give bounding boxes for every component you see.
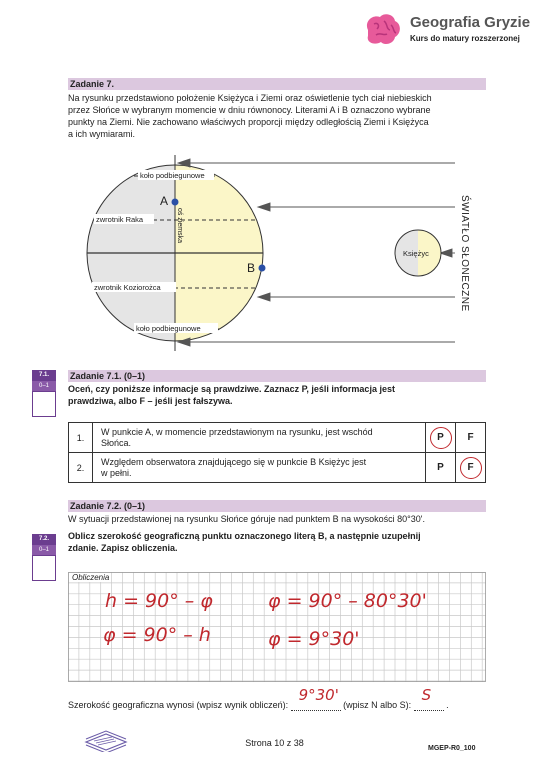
label-point-b: B	[247, 261, 256, 275]
answer-end: .	[443, 700, 449, 710]
point-a-marker	[172, 199, 179, 206]
earth	[87, 155, 275, 351]
task7-1-header: Zadanie 7.1. (0–1)	[68, 370, 486, 382]
answer-circle	[430, 427, 452, 449]
task-points: 0–1	[32, 545, 56, 555]
label-polar-top: koło podbiegunowe	[140, 171, 205, 180]
label-tropic-capricorn: zwrotnik Koziorożca	[94, 283, 161, 292]
score-field	[32, 555, 56, 581]
earth-moon-figure	[0, 0, 549, 360]
intro-line: a ich wymiarami.	[68, 129, 136, 139]
task7-1-scorebox	[32, 370, 56, 417]
intro-line: przez Słońce w wybranym momencie w dniu równonocy. Literami A i B oznaczono wybrane	[68, 105, 431, 115]
handwriting-line2-left: φ = 90° – h	[103, 624, 211, 646]
option-f[interactable]	[456, 423, 486, 453]
task7-header: Zadanie 7.	[68, 78, 486, 90]
task-code: 7.1.	[32, 370, 56, 381]
label-point-a: A	[160, 194, 169, 208]
option-label: F	[467, 462, 474, 473]
option-label: P	[437, 462, 444, 473]
option-p[interactable]	[426, 453, 456, 483]
option-label: P	[437, 432, 444, 443]
row-number: 2.	[69, 453, 93, 483]
instruction-line: prawdziwa, albo F – jeśli jest fałszywa.	[68, 396, 233, 406]
statement-line: w pełni.	[101, 467, 132, 478]
task7-2-header: Zadanie 7.2. (0–1)	[68, 500, 486, 512]
calculation-label: Obliczenia	[72, 573, 110, 582]
answer-hemisphere-field[interactable]	[414, 686, 444, 711]
answer-prefix: Szerokość geograficzna wynosi (wpisz wynik obliczeń):	[68, 700, 291, 710]
answer-latitude-value: 9°30'	[298, 686, 339, 704]
handwriting-line2-right: φ = 9°30'	[268, 628, 360, 650]
instruction-line: Oceń, czy poniższe informacje są prawdziwe. Zaznacz P, jeśli informacja jest	[68, 384, 395, 394]
instruction-line: Oblicz szerokość geograficzną punktu oznaczonego literą B, a następnie uzupełnij	[68, 531, 421, 541]
option-label: F	[467, 432, 474, 443]
brand-tagline: Kurs do matury rozszerzonej	[410, 34, 520, 43]
statement	[93, 453, 426, 483]
statement	[93, 423, 426, 453]
label-sunlight: ŚWIATŁO SŁONECZNE	[459, 195, 470, 312]
statement-line: W punkcie A, w momencie przedstawionym na rysunku, jest wschód	[101, 426, 373, 437]
option-p[interactable]	[426, 423, 456, 453]
instruction-line: zdanie. Zapisz obliczenia.	[68, 543, 178, 553]
answer-middle: (wpisz N albo S):	[340, 700, 414, 710]
answer-circle	[460, 457, 482, 479]
label-polar-bottom: koło podbiegunowe	[136, 324, 201, 333]
handwriting-line1-right: φ = 90° – 80°30'	[268, 590, 427, 612]
page-number: Strona 10 z 38	[245, 738, 304, 748]
answer-sentence	[68, 686, 498, 711]
option-f[interactable]	[456, 453, 486, 483]
true-false-table	[68, 422, 486, 483]
task7-2-instruction	[68, 530, 486, 554]
row-number: 1.	[69, 423, 93, 453]
statement-line: Względem obserwatora znajdującego się w punkcie B Księżyc jest	[101, 456, 367, 467]
intro-line: punkty na Ziemi. Nie zachowano właściwych proporcji między odległością Ziemi i Księżyca	[68, 117, 429, 127]
table-row	[69, 423, 486, 453]
score-field	[32, 391, 56, 417]
statement-line: Słońca.	[101, 437, 132, 448]
task7-1-instruction	[68, 383, 486, 407]
task-code: 7.2.	[32, 534, 56, 545]
brand-name: Geografia Gryzie	[410, 14, 531, 31]
task7-2-situation: W sytuacji przedstawionej na rysunku Słońce góruje nad punktem B na wysokości 80°30'.	[68, 514, 426, 524]
table-row	[69, 453, 486, 483]
answer-hemisphere-value: S	[421, 686, 432, 704]
label-moon: Księżyc	[403, 249, 429, 258]
answer-latitude-field[interactable]	[291, 686, 341, 711]
exam-code: MGEP-R0_100	[428, 745, 476, 752]
intro-line: Na rysunku przedstawiono położenie Księżyca i Ziemi oraz oświetlenie tych ciał niebieskich	[68, 93, 432, 103]
handwriting-line1-left: h = 90° – φ	[105, 590, 213, 612]
point-b-marker	[259, 265, 266, 272]
task-points: 0–1	[32, 381, 56, 391]
task7-2-scorebox	[32, 534, 56, 581]
label-earth-axis: oś ziemska	[176, 208, 183, 244]
label-tropic-cancer: zwrotnik Raka	[96, 215, 144, 224]
